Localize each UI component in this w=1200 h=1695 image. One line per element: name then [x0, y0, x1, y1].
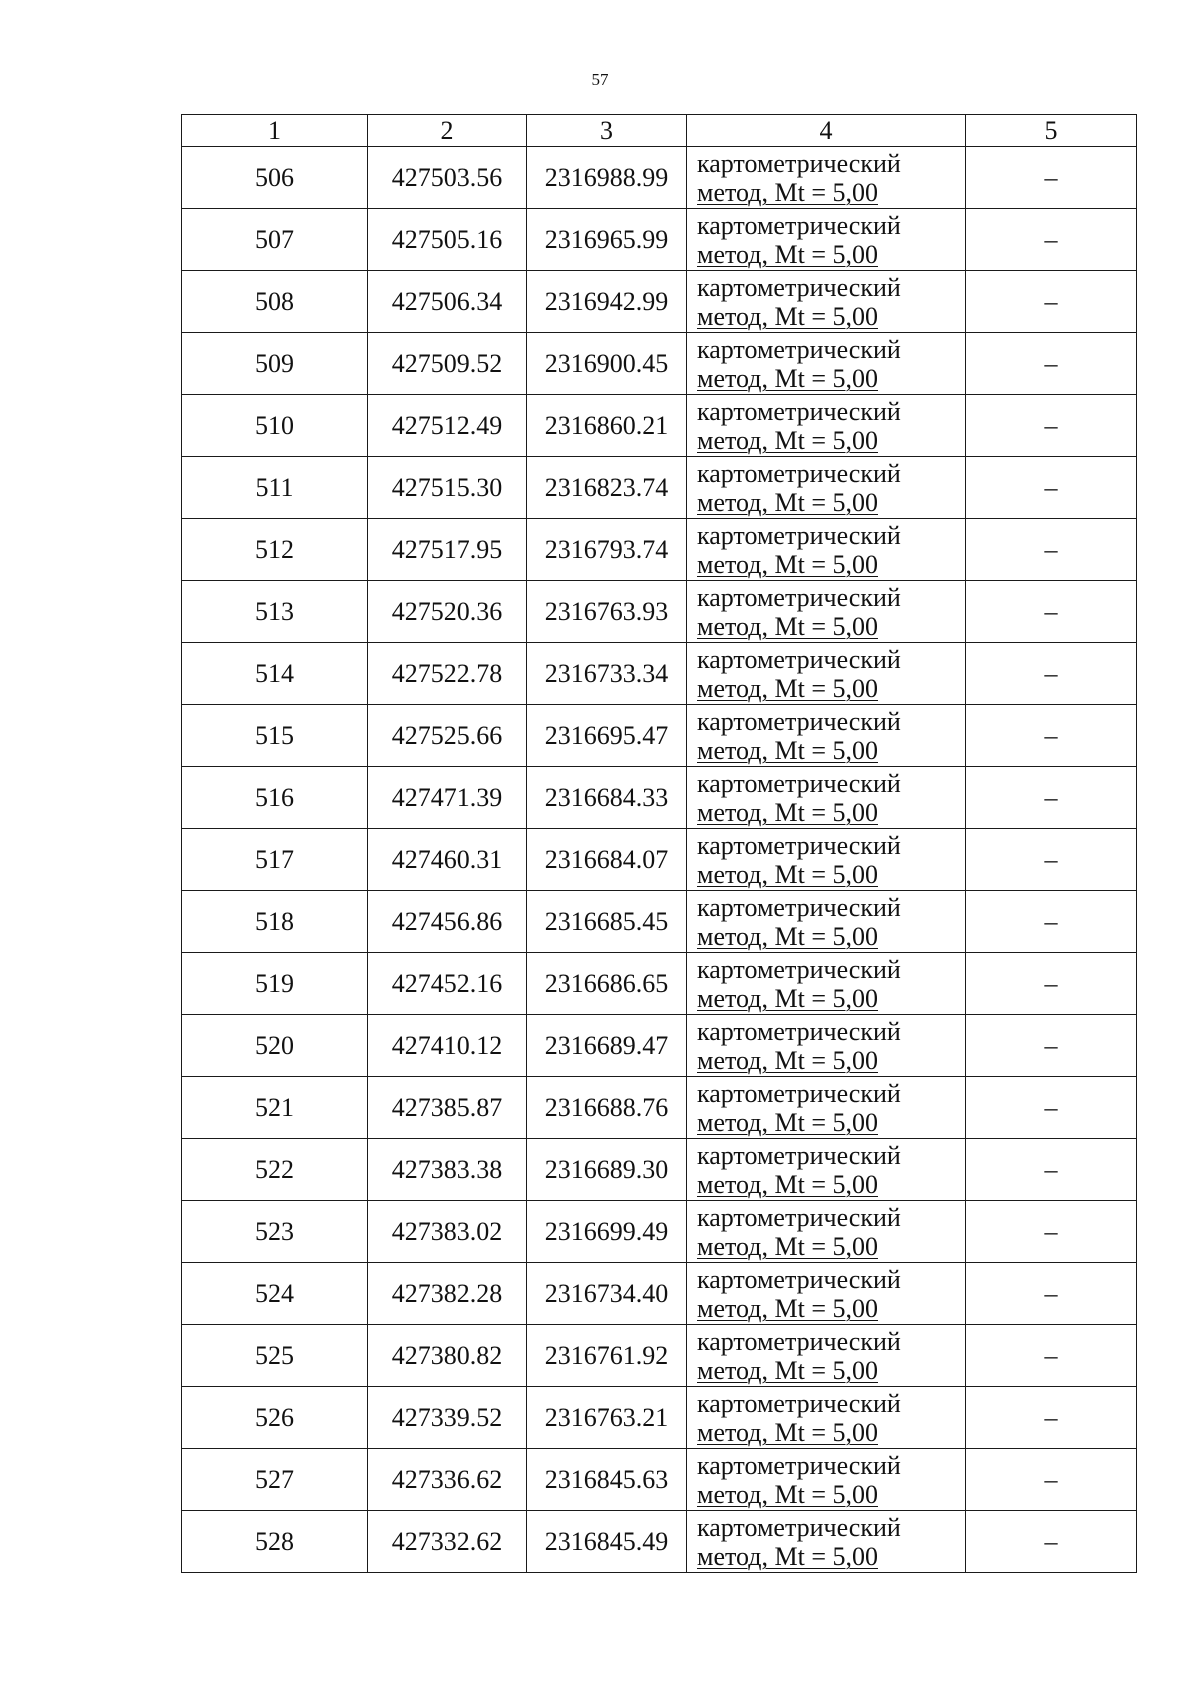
x-coordinate-cell: 427380.82: [368, 1325, 527, 1387]
x-coordinate-cell: 427339.52: [368, 1387, 527, 1449]
method-cell: [687, 147, 966, 209]
table-row: [182, 395, 1137, 457]
method-name: картометрический: [697, 830, 901, 860]
method-name: картометрический: [697, 520, 901, 550]
y-coordinate-cell: 2316689.30: [527, 1139, 687, 1201]
point-number-cell: 523: [182, 1201, 368, 1263]
method-name: картометрический: [697, 768, 901, 798]
method-name: картометрический: [697, 644, 901, 674]
x-coordinate-cell: 427512.49: [368, 395, 527, 457]
method-accuracy: метод, Mt = 5,00: [697, 1293, 878, 1323]
column-5-cell: –: [966, 767, 1137, 829]
column-5-cell: –: [966, 457, 1137, 519]
method-cell: [687, 953, 966, 1015]
table-row: [182, 767, 1137, 829]
point-number-cell: 527: [182, 1449, 368, 1511]
point-number-cell: 521: [182, 1077, 368, 1139]
method-name: картометрический: [697, 954, 901, 984]
method-name: картометрический: [697, 1202, 901, 1232]
y-coordinate-cell: 2316685.45: [527, 891, 687, 953]
point-number-cell: 517: [182, 829, 368, 891]
y-coordinate-cell: 2316684.07: [527, 829, 687, 891]
table-row: [182, 891, 1137, 953]
method-accuracy: метод, Mt = 5,00: [697, 363, 878, 393]
point-number-cell: 508: [182, 271, 368, 333]
method-cell: [687, 1139, 966, 1201]
point-number-cell: 513: [182, 581, 368, 643]
y-coordinate-cell: 2316699.49: [527, 1201, 687, 1263]
x-coordinate-cell: 427506.34: [368, 271, 527, 333]
method-name: картометрический: [697, 1140, 901, 1170]
table-row: [182, 829, 1137, 891]
y-coordinate-cell: 2316845.63: [527, 1449, 687, 1511]
x-coordinate-cell: 427517.95: [368, 519, 527, 581]
x-coordinate-cell: 427471.39: [368, 767, 527, 829]
table-row: [182, 1325, 1137, 1387]
method-accuracy: метод, Mt = 5,00: [697, 1231, 878, 1261]
method-cell: [687, 891, 966, 953]
x-coordinate-cell: 427520.36: [368, 581, 527, 643]
method-cell: [687, 767, 966, 829]
method-name: картометрический: [697, 148, 901, 178]
y-coordinate-cell: 2316733.34: [527, 643, 687, 705]
method-name: картометрический: [697, 458, 901, 488]
column-5-cell: –: [966, 953, 1137, 1015]
method-name: картометрический: [697, 1450, 901, 1480]
column-5-cell: –: [966, 1077, 1137, 1139]
y-coordinate-cell: 2316689.47: [527, 1015, 687, 1077]
y-coordinate-cell: 2316695.47: [527, 705, 687, 767]
method-cell: [687, 705, 966, 767]
table-row: [182, 519, 1137, 581]
method-accuracy: метод, Mt = 5,00: [697, 1541, 878, 1571]
point-number-cell: 518: [182, 891, 368, 953]
y-coordinate-cell: 2316900.45: [527, 333, 687, 395]
method-accuracy: метод, Mt = 5,00: [697, 301, 878, 331]
method-name: картометрический: [697, 1264, 901, 1294]
table-row: [182, 271, 1137, 333]
y-coordinate-cell: 2316988.99: [527, 147, 687, 209]
column-5-cell: –: [966, 705, 1137, 767]
method-cell: [687, 1449, 966, 1511]
method-accuracy: метод, Mt = 5,00: [697, 1045, 878, 1075]
column-5-cell: –: [966, 1139, 1137, 1201]
method-name: картометрический: [697, 1016, 901, 1046]
x-coordinate-cell: 427385.87: [368, 1077, 527, 1139]
y-coordinate-cell: 2316965.99: [527, 209, 687, 271]
column-5-cell: –: [966, 581, 1137, 643]
column-5-cell: –: [966, 1263, 1137, 1325]
y-coordinate-cell: 2316763.21: [527, 1387, 687, 1449]
method-accuracy: метод, Mt = 5,00: [697, 177, 878, 207]
point-number-cell: 522: [182, 1139, 368, 1201]
method-cell: [687, 1015, 966, 1077]
method-cell: [687, 1387, 966, 1449]
x-coordinate-cell: 427505.16: [368, 209, 527, 271]
y-coordinate-cell: 2316684.33: [527, 767, 687, 829]
x-coordinate-cell: 427383.02: [368, 1201, 527, 1263]
point-number-cell: 511: [182, 457, 368, 519]
table-body: [182, 147, 1137, 1573]
x-coordinate-cell: 427525.66: [368, 705, 527, 767]
method-name: картометрический: [697, 396, 901, 426]
x-coordinate-cell: 427383.38: [368, 1139, 527, 1201]
method-accuracy: метод, Mt = 5,00: [697, 673, 878, 703]
point-number-cell: 524: [182, 1263, 368, 1325]
column-5-cell: –: [966, 271, 1137, 333]
column-5-cell: –: [966, 1201, 1137, 1263]
table-row: [182, 1015, 1137, 1077]
table-row: [182, 581, 1137, 643]
column-5-cell: –: [966, 829, 1137, 891]
y-coordinate-cell: 2316734.40: [527, 1263, 687, 1325]
column-5-cell: –: [966, 1511, 1137, 1573]
column-5-cell: –: [966, 333, 1137, 395]
method-accuracy: метод, Mt = 5,00: [697, 239, 878, 269]
column-5-cell: –: [966, 147, 1137, 209]
method-name: картометрический: [697, 210, 901, 240]
method-name: картометрический: [697, 1326, 901, 1356]
method-cell: [687, 333, 966, 395]
point-number-cell: 510: [182, 395, 368, 457]
column-5-cell: –: [966, 395, 1137, 457]
method-accuracy: метод, Mt = 5,00: [697, 1355, 878, 1385]
y-coordinate-cell: 2316860.21: [527, 395, 687, 457]
table-row: [182, 705, 1137, 767]
table-row: [182, 1077, 1137, 1139]
header-cell-1: 1: [182, 115, 368, 147]
y-coordinate-cell: 2316845.49: [527, 1511, 687, 1573]
method-cell: [687, 457, 966, 519]
header-row: [182, 115, 1137, 147]
table-header: [182, 115, 1137, 147]
method-accuracy: метод, Mt = 5,00: [697, 797, 878, 827]
point-number-cell: 514: [182, 643, 368, 705]
point-number-cell: 516: [182, 767, 368, 829]
point-number-cell: 509: [182, 333, 368, 395]
method-accuracy: метод, Mt = 5,00: [697, 1107, 878, 1137]
point-number-cell: 506: [182, 147, 368, 209]
table-row: [182, 457, 1137, 519]
column-5-cell: –: [966, 1015, 1137, 1077]
y-coordinate-cell: 2316688.76: [527, 1077, 687, 1139]
table-row: [182, 1387, 1137, 1449]
method-name: картометрический: [697, 1078, 901, 1108]
table-row: [182, 1263, 1137, 1325]
table-row: [182, 1201, 1137, 1263]
table-row: [182, 147, 1137, 209]
point-number-cell: 526: [182, 1387, 368, 1449]
x-coordinate-cell: 427336.62: [368, 1449, 527, 1511]
method-cell: [687, 1263, 966, 1325]
x-coordinate-cell: 427522.78: [368, 643, 527, 705]
x-coordinate-cell: 427452.16: [368, 953, 527, 1015]
table-row: [182, 209, 1137, 271]
method-cell: [687, 581, 966, 643]
column-5-cell: –: [966, 1387, 1137, 1449]
method-accuracy: метод, Mt = 5,00: [697, 611, 878, 641]
method-accuracy: метод, Mt = 5,00: [697, 921, 878, 951]
y-coordinate-cell: 2316763.93: [527, 581, 687, 643]
method-accuracy: метод, Mt = 5,00: [697, 1479, 878, 1509]
table-row: [182, 1139, 1137, 1201]
point-number-cell: 515: [182, 705, 368, 767]
method-accuracy: метод, Mt = 5,00: [697, 487, 878, 517]
x-coordinate-cell: 427515.30: [368, 457, 527, 519]
y-coordinate-cell: 2316942.99: [527, 271, 687, 333]
method-accuracy: метод, Mt = 5,00: [697, 549, 878, 579]
x-coordinate-cell: 427332.62: [368, 1511, 527, 1573]
method-name: картометрический: [697, 272, 901, 302]
method-name: картометрический: [697, 892, 901, 922]
method-name: картометрический: [697, 706, 901, 736]
column-5-cell: –: [966, 209, 1137, 271]
method-name: картометрический: [697, 582, 901, 612]
method-accuracy: метод, Mt = 5,00: [697, 425, 878, 455]
header-cell-5: 5: [966, 115, 1137, 147]
point-number-cell: 512: [182, 519, 368, 581]
method-accuracy: метод, Mt = 5,00: [697, 1417, 878, 1447]
method-name: картометрический: [697, 1388, 901, 1418]
table-row: [182, 333, 1137, 395]
y-coordinate-cell: 2316793.74: [527, 519, 687, 581]
method-cell: [687, 271, 966, 333]
method-cell: [687, 1325, 966, 1387]
method-accuracy: метод, Mt = 5,00: [697, 1169, 878, 1199]
table-row: [182, 953, 1137, 1015]
method-cell: [687, 395, 966, 457]
x-coordinate-cell: 427460.31: [368, 829, 527, 891]
method-cell: [687, 1201, 966, 1263]
column-5-cell: –: [966, 1449, 1137, 1511]
method-cell: [687, 519, 966, 581]
table-row: [182, 1511, 1137, 1573]
method-cell: [687, 1077, 966, 1139]
y-coordinate-cell: 2316686.65: [527, 953, 687, 1015]
column-5-cell: –: [966, 519, 1137, 581]
x-coordinate-cell: 427509.52: [368, 333, 527, 395]
table-row: [182, 1449, 1137, 1511]
x-coordinate-cell: 427456.86: [368, 891, 527, 953]
method-cell: [687, 829, 966, 891]
column-5-cell: –: [966, 643, 1137, 705]
header-cell-4: 4: [687, 115, 966, 147]
header-cell-3: 3: [527, 115, 687, 147]
x-coordinate-cell: 427382.28: [368, 1263, 527, 1325]
point-number-cell: 528: [182, 1511, 368, 1573]
method-accuracy: метод, Mt = 5,00: [697, 735, 878, 765]
point-number-cell: 507: [182, 209, 368, 271]
x-coordinate-cell: 427410.12: [368, 1015, 527, 1077]
column-5-cell: –: [966, 891, 1137, 953]
page-number: 57: [591, 70, 609, 89]
method-accuracy: метод, Mt = 5,00: [697, 983, 878, 1013]
method-name: картометрический: [697, 334, 901, 364]
y-coordinate-cell: 2316823.74: [527, 457, 687, 519]
method-accuracy: метод, Mt = 5,00: [697, 859, 878, 889]
header-cell-2: 2: [368, 115, 527, 147]
method-cell: [687, 209, 966, 271]
method-cell: [687, 643, 966, 705]
coordinates-table: [181, 114, 1137, 1573]
y-coordinate-cell: 2316761.92: [527, 1325, 687, 1387]
point-number-cell: 525: [182, 1325, 368, 1387]
point-number-cell: 520: [182, 1015, 368, 1077]
table-row: [182, 643, 1137, 705]
point-number-cell: 519: [182, 953, 368, 1015]
method-cell: [687, 1511, 966, 1573]
method-name: картометрический: [697, 1512, 901, 1542]
column-5-cell: –: [966, 1325, 1137, 1387]
x-coordinate-cell: 427503.56: [368, 147, 527, 209]
